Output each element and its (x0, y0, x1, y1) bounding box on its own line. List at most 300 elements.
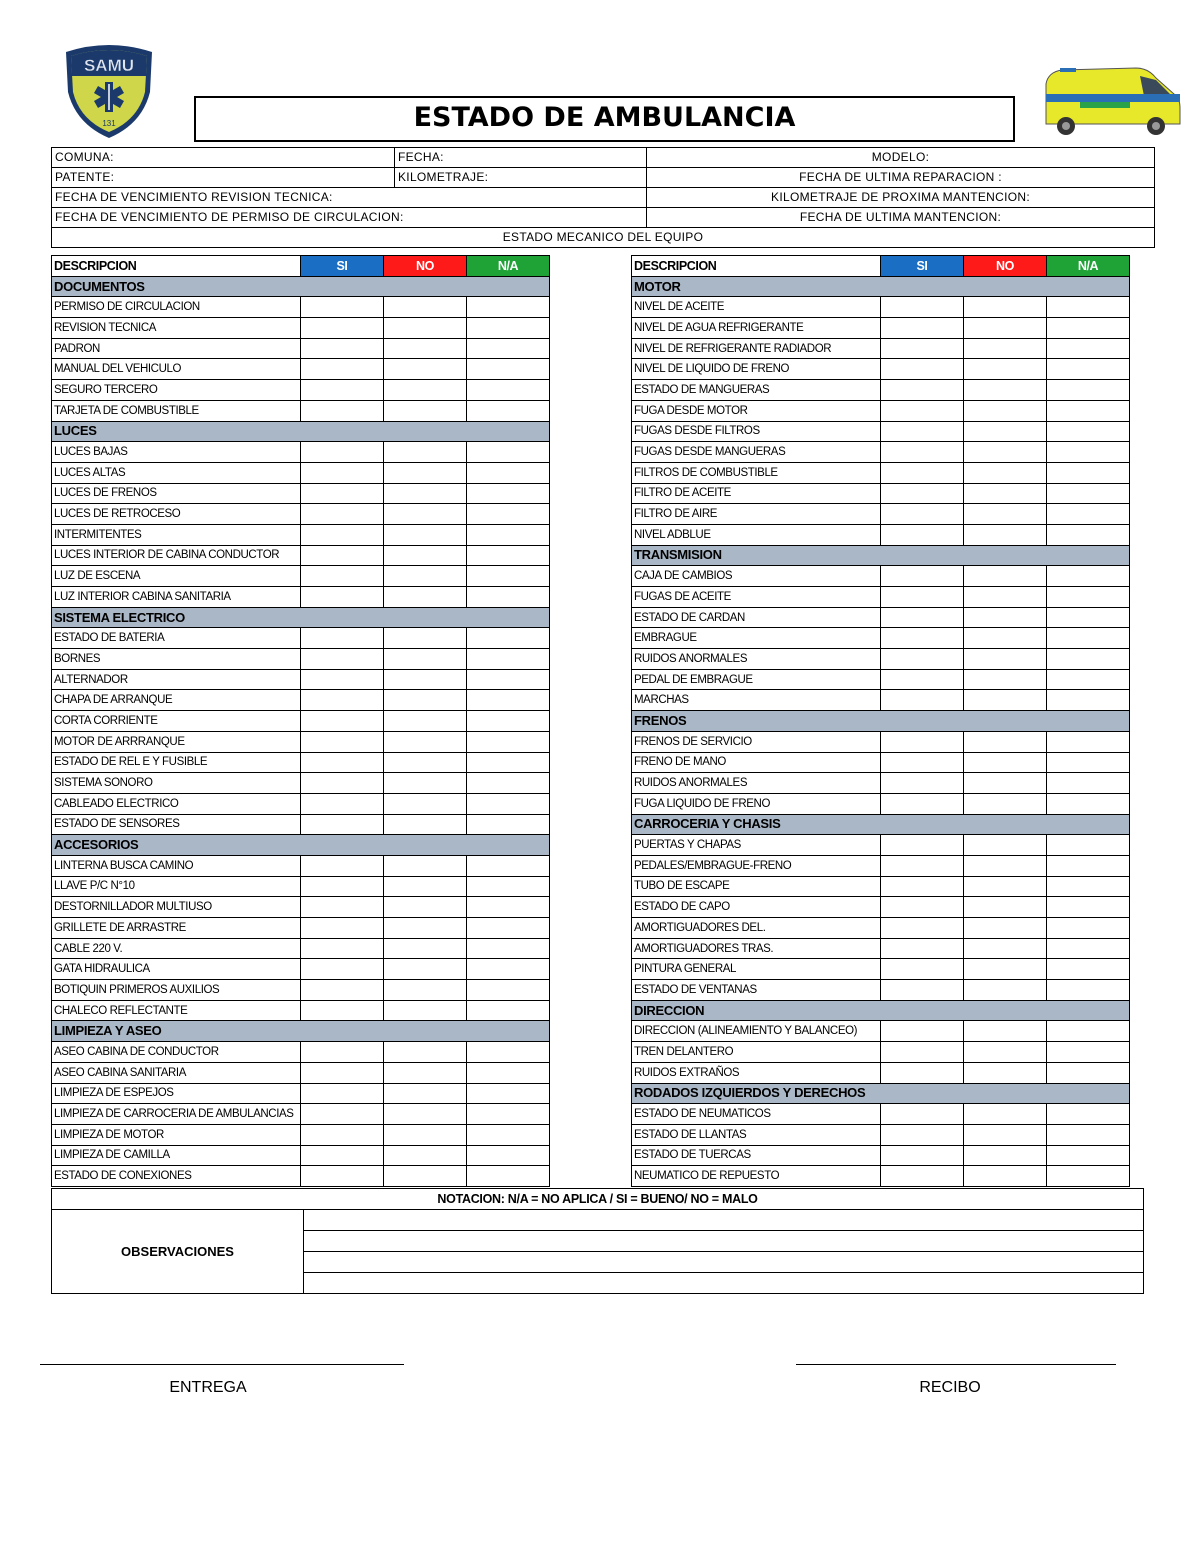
na-checkbox[interactable] (467, 504, 550, 525)
section-title: RODADOS IZQUIERDOS Y DERECHOS (632, 1083, 1130, 1104)
no-checkbox[interactable] (964, 855, 1047, 876)
item-label: PEDAL DE EMBRAGUE (632, 669, 881, 690)
no-checkbox[interactable] (384, 731, 467, 752)
si-checkbox[interactable] (881, 1042, 964, 1063)
na-checkbox[interactable] (1047, 380, 1130, 401)
checklist-row (632, 731, 1130, 752)
si-checkbox[interactable] (301, 959, 384, 980)
checklist-row (632, 442, 1130, 463)
no-checkbox[interactable] (384, 380, 467, 401)
item-label: CABLE 220 V. (52, 938, 301, 959)
si-checkbox[interactable] (301, 793, 384, 814)
modelo-field[interactable]: MODELO: (647, 148, 1155, 168)
na-checkbox[interactable] (467, 1145, 550, 1166)
na-checkbox[interactable] (1047, 1062, 1130, 1083)
na-checkbox[interactable] (467, 566, 550, 587)
na-checkbox[interactable] (1047, 483, 1130, 504)
na-checkbox[interactable] (1047, 400, 1130, 421)
si-checkbox[interactable] (301, 855, 384, 876)
na-checkbox[interactable] (1047, 524, 1130, 545)
no-checkbox[interactable] (964, 959, 1047, 980)
no-checkbox[interactable] (964, 338, 1047, 359)
no-checkbox[interactable] (964, 607, 1047, 628)
si-checkbox[interactable] (301, 711, 384, 732)
na-checkbox[interactable] (467, 442, 550, 463)
na-checkbox[interactable] (467, 628, 550, 649)
no-checkbox[interactable] (964, 359, 1047, 380)
na-checkbox[interactable] (1047, 442, 1130, 463)
no-checkbox[interactable] (964, 669, 1047, 690)
na-checkbox[interactable] (467, 669, 550, 690)
checklist-row (632, 524, 1130, 545)
no-checkbox[interactable] (964, 690, 1047, 711)
na-checkbox[interactable] (467, 1062, 550, 1083)
si-checkbox[interactable] (881, 773, 964, 794)
checklist-row (632, 297, 1130, 318)
na-checkbox[interactable] (1047, 649, 1130, 670)
si-checkbox[interactable] (881, 338, 964, 359)
no-checkbox[interactable] (964, 1062, 1047, 1083)
no-checkbox[interactable] (384, 504, 467, 525)
si-checkbox[interactable] (881, 607, 964, 628)
na-checkbox[interactable] (467, 649, 550, 670)
na-checkbox[interactable] (467, 731, 550, 752)
na-checkbox[interactable] (1047, 1021, 1130, 1042)
si-checkbox[interactable] (301, 380, 384, 401)
no-checkbox[interactable] (384, 318, 467, 339)
section-title: DIRECCION (632, 1000, 1130, 1021)
si-checkbox[interactable] (881, 897, 964, 918)
na-checkbox[interactable] (1047, 359, 1130, 380)
na-checkbox[interactable] (1047, 1042, 1130, 1063)
item-label: RUIDOS EXTRAÑOS (632, 1062, 881, 1083)
no-checkbox[interactable] (964, 566, 1047, 587)
na-checkbox[interactable] (1047, 731, 1130, 752)
si-checkbox[interactable] (301, 773, 384, 794)
na-checkbox[interactable] (467, 1083, 550, 1104)
na-checkbox[interactable] (467, 462, 550, 483)
no-checkbox[interactable] (964, 297, 1047, 318)
item-label: MARCHAS (632, 690, 881, 711)
si-checkbox[interactable] (301, 690, 384, 711)
na-checkbox[interactable] (467, 1042, 550, 1063)
no-checkbox[interactable] (384, 566, 467, 587)
no-checkbox[interactable] (384, 545, 467, 566)
checklist-row (52, 628, 550, 649)
si-checkbox[interactable] (301, 669, 384, 690)
checklist-row (52, 918, 550, 939)
no-checkbox[interactable] (964, 835, 1047, 856)
si-checkbox[interactable] (301, 1124, 384, 1145)
na-checkbox[interactable] (1047, 1166, 1130, 1187)
item-label: ASEO CABINA DE CONDUCTOR (52, 1042, 301, 1063)
item-label: LUCES DE FRENOS (52, 483, 301, 504)
na-checkbox[interactable] (467, 318, 550, 339)
na-checkbox[interactable] (1047, 897, 1130, 918)
si-checkbox[interactable] (301, 814, 384, 835)
no-checkbox[interactable] (964, 442, 1047, 463)
si-checkbox[interactable] (301, 566, 384, 587)
si-checkbox[interactable] (301, 1042, 384, 1063)
na-checkbox[interactable] (467, 876, 550, 897)
si-checkbox[interactable] (881, 855, 964, 876)
si-checkbox[interactable] (881, 400, 964, 421)
no-checkbox[interactable] (384, 483, 467, 504)
no-checkbox[interactable] (384, 959, 467, 980)
na-checkbox[interactable] (1047, 587, 1130, 608)
no-checkbox[interactable] (384, 793, 467, 814)
item-label: LINTERNA BUSCA CAMINO (52, 855, 301, 876)
si-checkbox[interactable] (301, 524, 384, 545)
na-checkbox[interactable] (1047, 566, 1130, 587)
no-checkbox[interactable] (964, 318, 1047, 339)
no-checkbox[interactable] (384, 938, 467, 959)
no-checkbox[interactable] (964, 980, 1047, 1001)
si-checkbox[interactable] (301, 1104, 384, 1125)
si-checkbox[interactable] (881, 938, 964, 959)
checklist-row (52, 504, 550, 525)
section-header-row (632, 545, 1130, 566)
na-checkbox[interactable] (1047, 297, 1130, 318)
si-checkbox[interactable] (881, 793, 964, 814)
na-checkbox[interactable] (1047, 318, 1130, 339)
na-checkbox[interactable] (1047, 1104, 1130, 1125)
no-checkbox[interactable] (964, 938, 1047, 959)
no-checkbox[interactable] (964, 773, 1047, 794)
si-checkbox[interactable] (301, 587, 384, 608)
item-label: NIVEL DE LIQUIDO DE FRENO (632, 359, 881, 380)
na-checkbox[interactable] (467, 1104, 550, 1125)
si-checkbox[interactable] (301, 1000, 384, 1021)
no-checkbox[interactable] (964, 649, 1047, 670)
venc-revision-field[interactable]: FECHA DE VENCIMIENTO REVISION TECNICA: (52, 188, 647, 208)
checklist-row (52, 400, 550, 421)
si-checkbox[interactable] (301, 897, 384, 918)
si-checkbox[interactable] (881, 1062, 964, 1083)
no-checkbox[interactable] (384, 628, 467, 649)
na-checkbox[interactable] (1047, 421, 1130, 442)
observaciones-table (51, 1188, 1144, 1294)
si-checkbox[interactable] (881, 421, 964, 442)
no-checkbox[interactable] (384, 1062, 467, 1083)
na-checkbox[interactable] (1047, 752, 1130, 773)
no-checkbox[interactable] (384, 297, 467, 318)
checklist-row (52, 297, 550, 318)
no-checkbox[interactable] (384, 338, 467, 359)
no-checkbox[interactable] (964, 752, 1047, 773)
na-checkbox[interactable] (1047, 504, 1130, 525)
na-checkbox[interactable] (467, 1124, 550, 1145)
no-checkbox[interactable] (384, 752, 467, 773)
na-checkbox[interactable] (467, 855, 550, 876)
si-checkbox[interactable] (301, 628, 384, 649)
si-checkbox[interactable] (881, 731, 964, 752)
si-checkbox[interactable] (881, 1166, 964, 1187)
no-checkbox[interactable] (384, 711, 467, 732)
na-checkbox[interactable] (1047, 835, 1130, 856)
item-label: TREN DELANTERO (632, 1042, 881, 1063)
no-checkbox[interactable] (384, 690, 467, 711)
si-checkbox[interactable] (301, 442, 384, 463)
section-header-row (632, 1000, 1130, 1021)
item-label: LIMPIEZA DE CAMILLA (52, 1145, 301, 1166)
no-checkbox[interactable] (964, 1124, 1047, 1145)
no-checkbox[interactable] (964, 380, 1047, 401)
si-checkbox[interactable] (301, 1166, 384, 1187)
na-checkbox[interactable] (467, 773, 550, 794)
no-checkbox[interactable] (964, 1021, 1047, 1042)
no-checkbox[interactable] (384, 980, 467, 1001)
no-checkbox[interactable] (384, 814, 467, 835)
observaciones-line[interactable] (304, 1210, 1144, 1231)
na-checkbox[interactable] (467, 524, 550, 545)
item-label: TUBO DE ESCAPE (632, 876, 881, 897)
no-checkbox[interactable] (384, 1083, 467, 1104)
venc-permiso-field[interactable]: FECHA DE VENCIMIENTO DE PERMISO DE CIRCULACION: (52, 208, 647, 228)
no-checkbox[interactable] (964, 1166, 1047, 1187)
fecha-field[interactable]: FECHA: (395, 148, 647, 168)
no-checkbox[interactable] (384, 669, 467, 690)
na-checkbox[interactable] (1047, 1145, 1130, 1166)
no-checkbox[interactable] (964, 628, 1047, 649)
na-checkbox[interactable] (467, 400, 550, 421)
si-checkbox[interactable] (881, 566, 964, 587)
item-label: LIMPIEZA DE CARROCERIA DE AMBULANCIAS (52, 1104, 301, 1125)
si-checkbox[interactable] (881, 297, 964, 318)
si-checkbox[interactable] (301, 483, 384, 504)
left-checklist (51, 255, 550, 1187)
si-checkbox[interactable] (881, 649, 964, 670)
na-checkbox[interactable] (1047, 338, 1130, 359)
si-checkbox[interactable] (301, 359, 384, 380)
si-checkbox[interactable] (301, 1145, 384, 1166)
no-checkbox[interactable] (964, 731, 1047, 752)
si-header: SI (881, 256, 964, 277)
item-label: GRILLETE DE ARRASTRE (52, 918, 301, 939)
na-checkbox[interactable] (1047, 918, 1130, 939)
checklist-row (52, 442, 550, 463)
si-checkbox[interactable] (881, 1104, 964, 1125)
na-checkbox[interactable] (467, 338, 550, 359)
na-checkbox[interactable] (467, 690, 550, 711)
no-checkbox[interactable] (964, 587, 1047, 608)
checklist-row (52, 855, 550, 876)
item-label: NIVEL ADBLUE (632, 524, 881, 545)
na-checkbox[interactable] (467, 897, 550, 918)
checklist-row (632, 752, 1130, 773)
si-checkbox[interactable] (881, 462, 964, 483)
no-checkbox[interactable] (384, 524, 467, 545)
na-checkbox[interactable] (1047, 855, 1130, 876)
kilometraje-field[interactable]: KILOMETRAJE: (395, 168, 647, 188)
na-checkbox[interactable] (467, 793, 550, 814)
si-checkbox[interactable] (301, 731, 384, 752)
no-checkbox[interactable] (384, 359, 467, 380)
si-checkbox[interactable] (881, 876, 964, 897)
no-header: NO (384, 256, 467, 277)
na-checkbox[interactable] (1047, 607, 1130, 628)
si-checkbox[interactable] (881, 918, 964, 939)
si-checkbox[interactable] (881, 752, 964, 773)
na-checkbox[interactable] (1047, 980, 1130, 1001)
no-checkbox[interactable] (384, 587, 467, 608)
no-checkbox[interactable] (964, 1104, 1047, 1125)
item-label: PERMISO DE CIRCULACION (52, 297, 301, 318)
no-checkbox[interactable] (384, 442, 467, 463)
no-checkbox[interactable] (384, 1166, 467, 1187)
si-checkbox[interactable] (881, 483, 964, 504)
si-checkbox[interactable] (881, 587, 964, 608)
no-checkbox[interactable] (964, 421, 1047, 442)
na-checkbox[interactable] (467, 814, 550, 835)
si-checkbox[interactable] (301, 400, 384, 421)
no-checkbox[interactable] (384, 1104, 467, 1125)
na-checkbox[interactable] (1047, 876, 1130, 897)
no-checkbox[interactable] (964, 876, 1047, 897)
checklist-row (632, 897, 1130, 918)
no-checkbox[interactable] (384, 1145, 467, 1166)
no-checkbox[interactable] (964, 793, 1047, 814)
no-checkbox[interactable] (964, 400, 1047, 421)
na-checkbox[interactable] (467, 483, 550, 504)
si-checkbox[interactable] (881, 1145, 964, 1166)
si-checkbox[interactable] (881, 628, 964, 649)
checklist-row (632, 690, 1130, 711)
no-checkbox[interactable] (384, 773, 467, 794)
no-checkbox[interactable] (964, 524, 1047, 545)
observaciones-line[interactable] (304, 1231, 1144, 1252)
na-checkbox[interactable] (1047, 959, 1130, 980)
si-checkbox[interactable] (301, 1062, 384, 1083)
no-checkbox[interactable] (964, 504, 1047, 525)
si-checkbox[interactable] (301, 649, 384, 670)
si-checkbox[interactable] (301, 980, 384, 1001)
na-checkbox[interactable] (467, 918, 550, 939)
descripcion-header: DESCRIPCION (52, 256, 301, 277)
item-label: PEDALES/EMBRAGUE-FRENO (632, 855, 881, 876)
no-checkbox[interactable] (384, 897, 467, 918)
comuna-field[interactable]: COMUNA: (52, 148, 395, 168)
item-label: FUGAS DESDE MANGUERAS (632, 442, 881, 463)
si-checkbox[interactable] (881, 1124, 964, 1145)
si-checkbox[interactable] (301, 938, 384, 959)
si-checkbox[interactable] (301, 504, 384, 525)
si-checkbox[interactable] (301, 918, 384, 939)
item-label: BORNES (52, 649, 301, 670)
na-checkbox[interactable] (1047, 628, 1130, 649)
no-checkbox[interactable] (964, 483, 1047, 504)
si-checkbox[interactable] (301, 752, 384, 773)
si-checkbox[interactable] (301, 297, 384, 318)
na-checkbox[interactable] (467, 959, 550, 980)
na-checkbox[interactable] (467, 587, 550, 608)
item-label: BOTIQUIN PRIMEROS AUXILIOS (52, 980, 301, 1001)
si-checkbox[interactable] (881, 504, 964, 525)
si-checkbox[interactable] (301, 318, 384, 339)
na-checkbox[interactable] (1047, 1124, 1130, 1145)
na-checkbox[interactable] (467, 711, 550, 732)
item-label: DESTORNILLADOR MULTIUSO (52, 897, 301, 918)
si-checkbox[interactable] (301, 462, 384, 483)
section-title: MOTOR (632, 276, 1130, 297)
item-label: FRENOS DE SERVICIO (632, 731, 881, 752)
no-checkbox[interactable] (384, 400, 467, 421)
na-checkbox[interactable] (1047, 669, 1130, 690)
na-checkbox[interactable] (1047, 773, 1130, 794)
no-checkbox[interactable] (964, 897, 1047, 918)
entrega-signature-line[interactable] (40, 1364, 404, 1365)
no-checkbox[interactable] (964, 918, 1047, 939)
no-checkbox[interactable] (384, 918, 467, 939)
no-checkbox[interactable] (384, 1042, 467, 1063)
si-checkbox[interactable] (881, 318, 964, 339)
section-title: DOCUMENTOS (52, 276, 550, 297)
no-checkbox[interactable] (964, 1145, 1047, 1166)
checklist-row (632, 1124, 1130, 1145)
na-checkbox[interactable] (467, 359, 550, 380)
na-checkbox[interactable] (467, 545, 550, 566)
observaciones-line[interactable] (304, 1273, 1144, 1294)
section-title: ACCESORIOS (52, 835, 550, 856)
na-checkbox[interactable] (467, 1000, 550, 1021)
si-checkbox[interactable] (301, 1083, 384, 1104)
checklist-row (632, 380, 1130, 401)
no-checkbox[interactable] (384, 1000, 467, 1021)
si-checkbox[interactable] (301, 545, 384, 566)
na-checkbox[interactable] (467, 1166, 550, 1187)
checklist-row (52, 980, 550, 1001)
si-checkbox[interactable] (881, 1021, 964, 1042)
fecha-ultima-reparacion-field[interactable]: FECHA DE ULTIMA REPARACION : (647, 168, 1155, 188)
no-checkbox[interactable] (384, 855, 467, 876)
fecha-ultima-mantencion-field[interactable]: FECHA DE ULTIMA MANTENCION: (647, 208, 1155, 228)
si-checkbox[interactable] (881, 524, 964, 545)
recibo-signature-line[interactable] (796, 1364, 1116, 1365)
column-header-row (632, 256, 1130, 277)
patente-field[interactable]: PATENTE: (52, 168, 395, 188)
si-checkbox[interactable] (881, 835, 964, 856)
si-checkbox[interactable] (881, 359, 964, 380)
si-checkbox[interactable] (881, 380, 964, 401)
si-checkbox[interactable] (881, 959, 964, 980)
no-checkbox[interactable] (964, 462, 1047, 483)
na-checkbox[interactable] (467, 752, 550, 773)
no-checkbox[interactable] (384, 1124, 467, 1145)
no-checkbox[interactable] (384, 462, 467, 483)
na-checkbox[interactable] (1047, 793, 1130, 814)
na-checkbox[interactable] (467, 938, 550, 959)
na-checkbox[interactable] (1047, 690, 1130, 711)
na-checkbox[interactable] (467, 980, 550, 1001)
item-label: ESTADO DE BATERIA (52, 628, 301, 649)
si-checkbox[interactable] (301, 338, 384, 359)
si-checkbox[interactable] (881, 442, 964, 463)
checklist-row (632, 1104, 1130, 1125)
na-checkbox[interactable] (1047, 938, 1130, 959)
no-checkbox[interactable] (964, 1042, 1047, 1063)
si-checkbox[interactable] (881, 690, 964, 711)
no-checkbox[interactable] (384, 649, 467, 670)
si-checkbox[interactable] (881, 669, 964, 690)
na-checkbox[interactable] (1047, 462, 1130, 483)
si-checkbox[interactable] (301, 876, 384, 897)
no-checkbox[interactable] (384, 876, 467, 897)
km-proxima-mantencion-field[interactable]: KILOMETRAJE DE PROXIMA MANTENCION: (647, 188, 1155, 208)
observaciones-line[interactable] (304, 1252, 1144, 1273)
na-checkbox[interactable] (467, 297, 550, 318)
si-checkbox[interactable] (881, 980, 964, 1001)
na-checkbox[interactable] (467, 380, 550, 401)
